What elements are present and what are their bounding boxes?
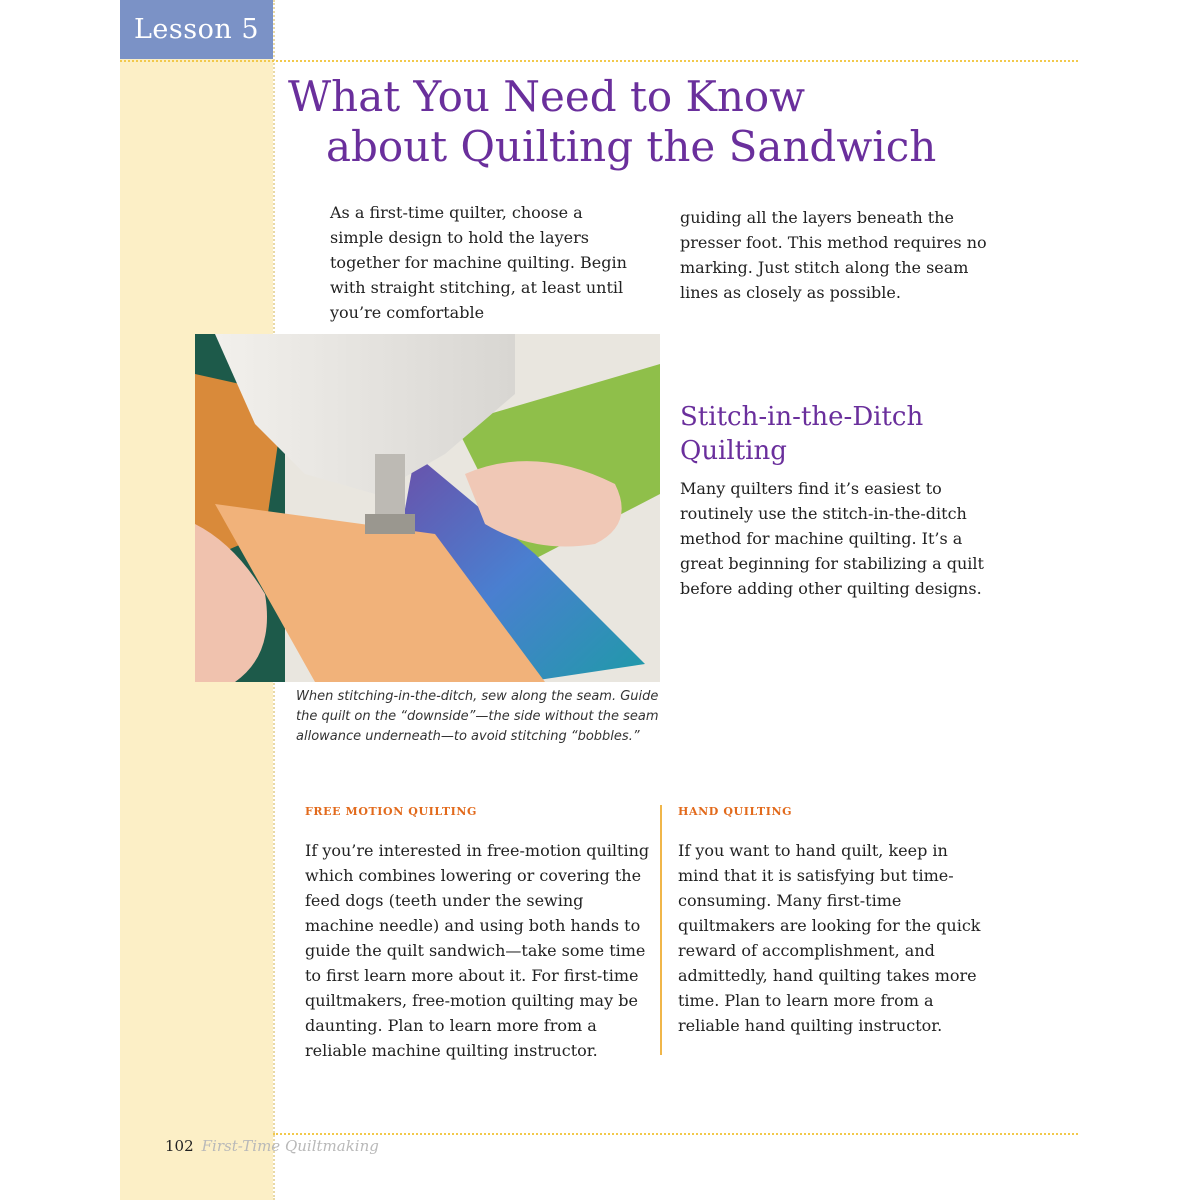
intro-text-right: guiding all the layers beneath the presser foot. This method requires no marking. Just stitch along the seam lines as closely as possible. bbox=[680, 208, 987, 302]
title-line-1: What You Need to Know bbox=[288, 72, 806, 121]
hand-quilting-text: If you want to hand quilt, keep in mind that it is satisfying but time-consuming. Many first-time quiltmakers are looking for the quick reward of accomplishment, and admittedly, hand quilting takes more time. Plan to learn more from a reliable hand quilting instructor. bbox=[678, 841, 981, 1035]
book-title: First-Time Quiltmaking bbox=[201, 1137, 379, 1155]
column-divider bbox=[660, 805, 662, 1055]
hand-quilting-label: HAND QUILTING bbox=[678, 805, 793, 818]
free-motion-text: If you’re interested in free-motion quilting which combines lowering or covering the feed dogs (teeth under the sewing machine needle) and using both hands to guide the quilt sandwich—take some time to first learn more about it. For first-time quiltmakers, free-motion quilting may be daunting. Plan to learn more from a reliable machine quilting instructor. bbox=[305, 841, 650, 1060]
lesson-tab: Lesson 5 bbox=[120, 0, 273, 59]
page-title bbox=[288, 72, 1068, 172]
sewing-machine-photo bbox=[195, 334, 660, 682]
bottom-dotted-rule bbox=[273, 1133, 1078, 1135]
stitch-in-the-ditch-text: Many quilters find it’s easiest to routinely use the stitch-in-the-ditch method for machine quilting. It’s a great beginning for stabilizing a quilt before adding other quilting designs. bbox=[680, 479, 984, 598]
page-footer bbox=[165, 1137, 379, 1155]
free-motion-label: FREE MOTION QUILTING bbox=[305, 805, 478, 818]
top-dotted-rule bbox=[120, 60, 1078, 62]
intro-text-left: As a first-time quilter, choose a simple design to hold the layers together for machine quilting. Begin with straight stitching, at least until you’re comfortable bbox=[330, 203, 627, 322]
stitch-in-the-ditch-heading: Stitch-in-the-Ditch Quilting bbox=[680, 402, 924, 466]
photo-caption: When stitching-in-the-ditch, sew along the seam. Guide the quilt on the “downside”—the side without the seam allowance underneath—to avoid stitching “bobbles.” bbox=[296, 689, 659, 744]
title-line-2: about Quilting the Sandwich bbox=[326, 122, 937, 171]
page-number: 102 bbox=[165, 1137, 194, 1155]
